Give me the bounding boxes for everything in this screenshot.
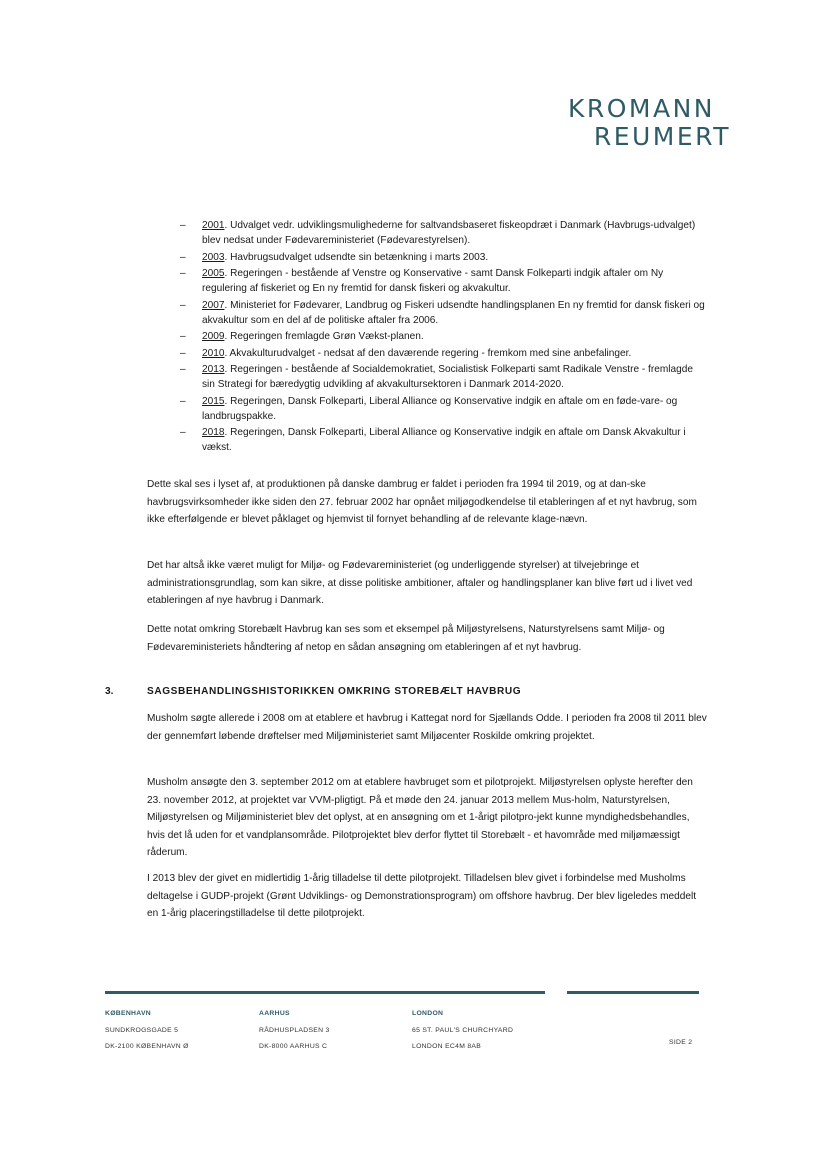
footer-postal: DK-8000 AARHUS C xyxy=(259,1043,328,1050)
logo-line-2: REUMERT xyxy=(593,122,731,151)
timeline-year: 2003 xyxy=(202,251,225,263)
footer-divider xyxy=(105,991,545,994)
timeline-item: – 2009. Regeringen fremlagde Grøn Vækst-planen. xyxy=(180,331,424,342)
timeline-text: . Regeringen fremlagde Grøn Vækst-planen. xyxy=(224,331,424,342)
timeline-year: 2007 xyxy=(202,299,225,311)
timeline-year: 2005 xyxy=(202,268,225,279)
timeline-item: – 2018. Regeringen, Dansk Folkeparti, Liberal Alliance og Konservative indgik en aftale om Dansk Akvakultur i vækst. xyxy=(180,427,686,453)
footer-postal: DK-2100 KØBENHAVN Ø xyxy=(105,1043,189,1050)
footer-postal: LONDON EC4M 8AB xyxy=(412,1043,482,1050)
body-paragraph: Musholm søgte allerede i 2008 om at etablere et havbrug i Kattegat nord for Sjællands Odde. I perioden fra 2008 til 2011 blev der gennemført løbende drøftelser med Miljøministeriet samt Miljøcenter Roskilde omkring projektet. xyxy=(147,713,707,742)
section-title: SAGSBEHANDLINGSHISTORIKKEN OMKRING STOREBÆLT HAVBRUG xyxy=(147,686,522,697)
logo-line-1: KROMANN xyxy=(567,94,715,123)
timeline-item: – 2010. Akvakulturudvalget - nedsat af den daværende regering - fremkom med sine anbefalinger. xyxy=(180,347,632,359)
footer-street: SUNDKROGSGADE 5 xyxy=(105,1026,179,1034)
footer-city: LONDON xyxy=(412,1010,444,1017)
footer-divider xyxy=(567,991,699,994)
timeline-text: . Regeringen, Dansk Folkeparti, Liberal Alliance og Konservative indgik en aftale om en føde-vare- og landbrugspakke. xyxy=(202,395,678,422)
footer-address-london xyxy=(412,1006,513,1056)
footer-city: KØBENHAVN xyxy=(105,1010,151,1017)
timeline-list xyxy=(180,218,706,457)
footer-street: 65 ST. PAUL'S CHURCHYARD xyxy=(412,1026,514,1034)
timeline-item: – 2003. Havbrugsudvalget udsendte sin betænkning i marts 2003. xyxy=(180,251,489,263)
footer-street: RÅDHUSPLADSEN 3 xyxy=(259,1026,330,1034)
timeline-year: 2018 xyxy=(202,427,225,438)
timeline-text: . Akvakulturudvalget - nedsat af den daværende regering - fremkom med sine anbefalinger. xyxy=(224,347,632,359)
timeline-year: 2013 xyxy=(202,364,225,375)
timeline-year: 2009 xyxy=(202,331,225,342)
timeline-text: . Regeringen - bestående af Venstre og Konservative - samt Dansk Folkeparti indgik aftaler om Ny regulering af fiskeriet og En ny fremtid for dansk fiskeri og akvakultur. xyxy=(202,268,664,294)
body-paragraph: Dette notat omkring Storebælt Havbrug kan ses som et eksempel på Miljøstyrelsens, Naturstyrelsens samt Miljø- og Fødevareministeriets håndtering af netop en sådan ansøgning om etableringen af et nyt havbrug. xyxy=(147,624,665,653)
footer-city: AARHUS xyxy=(259,1010,290,1017)
timeline-year: 2015 xyxy=(202,395,225,407)
timeline-text: . Ministeriet for Fødevarer, Landbrug og Fiskeri udsendte handlingsplanen En ny fremtid for dansk fiskeri og akvakultur som en del af de politiske aftaler fra 2006. xyxy=(202,299,705,326)
timeline-item: – 2005. Regeringen - bestående af Venstre og Konservative - samt Dansk Folkeparti indgik aftaler om Ny regulering af fiskeriet og En ny fremtid for dansk fiskeri og akvakultur. xyxy=(180,268,664,294)
page-number: SIDE 2 xyxy=(669,1039,693,1046)
timeline-item: – 2001. Udvalget vedr. udviklingsmulighederne for saltvandsbaseret fiskeopdræt i Danmark (Havbrugs-udvalget) blev nedsat under Fødevareministeriet (Fødevarestyrelsen). xyxy=(180,220,696,246)
body-paragraph: Dette skal ses i lyset af, at produktionen på danske dambrug er faldet i perioden fra 1994 til 2019, og at dan-ske havbrugsvirksomheder ikke siden den 27. februar 2002 har opnået miljøgodkendelse til etableringen af et nyt havbrug, som ikke efterfølgende er blevet påklaget og hjemvist til fornyet behandling af de relevante klage-nævn. xyxy=(147,479,697,525)
timeline-text: . Havbrugsudvalget udsendte sin betænkning i marts 2003. xyxy=(224,251,489,263)
timeline-year: 2010 xyxy=(202,347,225,359)
footer-address-copenhagen xyxy=(105,1006,189,1056)
timeline-text: . Regeringen, Dansk Folkeparti, Liberal Alliance og Konservative indgik en aftale om Dansk Akvakultur i vækst. xyxy=(202,427,686,453)
timeline-text: . Udvalget vedr. udviklingsmulighederne for saltvandsbaseret fiskeopdræt i Danmark (Havbrugs-udvalget) blev nedsat under Fødevareministeriet (Fødevarestyrelsen). xyxy=(202,220,696,246)
timeline-text: . Regeringen - bestående af Socialdemokratiet, Socialistisk Folkeparti samt Radikale Venstre - fremlagde sin Strategi for bæredygtig udvikling af akvakultursektoren i Danmark 2014-2020. xyxy=(202,364,693,390)
timeline-item: – 2015. Regeringen, Dansk Folkeparti, Liberal Alliance og Konservative indgik en aftale om en føde-vare- og landbrugspakke. xyxy=(180,395,678,422)
body-paragraph: Musholm ansøgte den 3. september 2012 om at etablere havbruget som et pilotprojekt. Miljøstyrelsen oplyste herefter den 23. november 2012, at projektet var VVM-pligtigt. På et møde den 24. januar 2013 mellem Mus-holm, Naturstyrelsen, Miljøstyrelsen og Miljøministeriet blev det oplyst, at en ansøgning om et 1-årigt pilotpro-jekt kunne myndighedsbehandles, hvis det lå uden for et vandplansområde. Pilotprojektet blev derfor flyttet til Storebælt - et havområde med miljømæssigt råderum. xyxy=(147,777,693,858)
timeline-year: 2001 xyxy=(202,220,225,231)
timeline-item: – 2007. Ministeriet for Fødevarer, Landbrug og Fiskeri udsendte handlingsplanen En ny fremtid for dansk fiskeri og akvakultur som en del af de politiske aftaler fra 2006. xyxy=(180,299,705,326)
body-paragraph: I 2013 blev der givet en midlertidig 1-årig tilladelse til dette pilotprojekt. Tilladelsen blev givet i forbindelse med Musholms deltagelse i GUDP-projekt (Grønt Udviklings- og Demonstrationsprogram) om offshore havbrug. Der blev ligeledes meddelt en 1-årig placeringstilladelse til dette pilotprojekt. xyxy=(147,873,697,919)
section-number: 3. xyxy=(105,686,114,697)
footer-address-aarhus xyxy=(259,1006,330,1056)
timeline-item: – 2013. Regeringen - bestående af Socialdemokratiet, Socialistisk Folkeparti samt Radikale Venstre - fremlagde sin Strategi for bæredygtig udvikling af akvakultursektoren i Danmark 2014-2020. xyxy=(180,364,693,390)
body-paragraph: Det har altså ikke været muligt for Miljø- og Fødevareministeriet (og underliggende styrelser) at tilvejebringe et administrationsgrundlag, som kan sikre, at disse politiske ambitioner, aftaler og handlingsplaner kan blive ført ud i livet ved etableringen af nye havbrug i Danmark. xyxy=(147,560,693,606)
company-logo xyxy=(567,94,731,151)
